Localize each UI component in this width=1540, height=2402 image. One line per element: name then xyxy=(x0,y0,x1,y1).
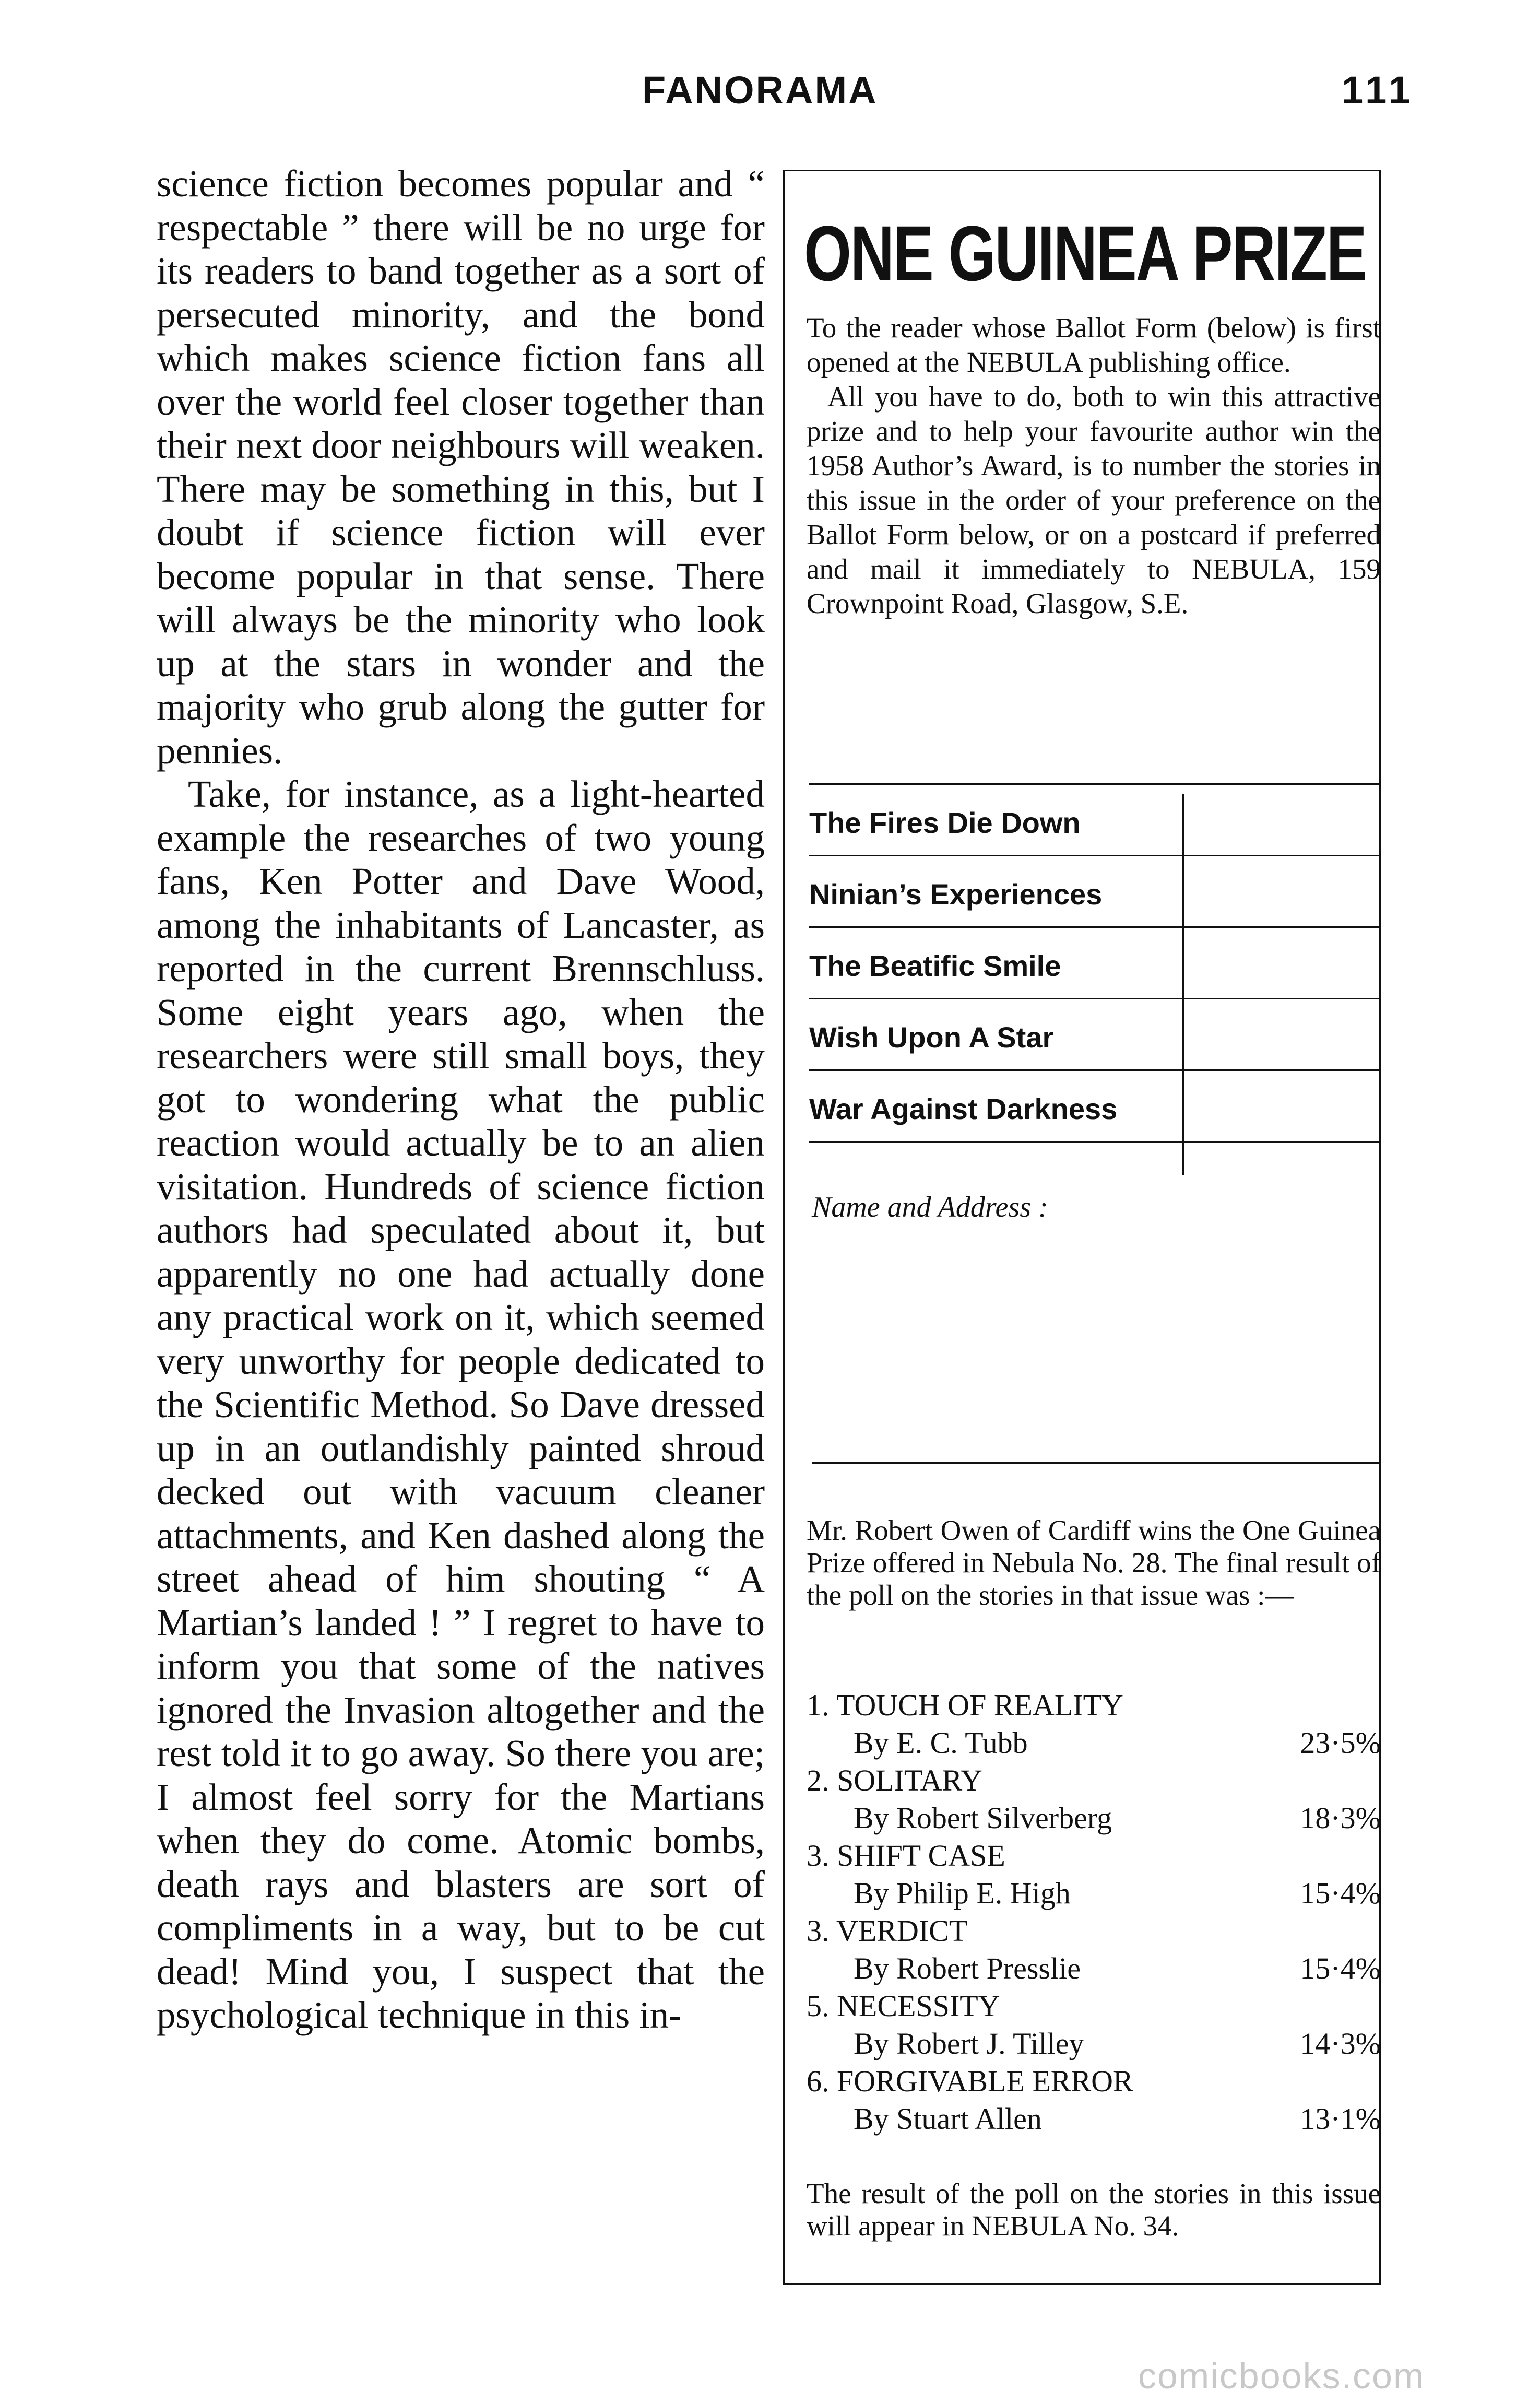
ballot-row xyxy=(809,855,1381,926)
result-author: By Philip E. High xyxy=(854,1876,1071,1910)
result-author: By Stuart Allen xyxy=(854,2102,1042,2136)
result-title: 6. FORGIVABLE ERROR xyxy=(807,2064,1133,2098)
result-item xyxy=(807,2063,1381,2138)
result-item xyxy=(807,1687,1381,1762)
ballot-story-title: The Fires Die Down xyxy=(809,806,1081,839)
ballot-row xyxy=(809,783,1381,855)
article-paragraph-1: science fiction becomes popular and “ respectable ” there will be no urge for its readers to band together as a sort of persecuted minority, and the bond which makes science fiction fans all over the world feel closer together than their next door neighbours will weaken. There may be something in this, but I doubt if science fiction will ever become popular in that sense. There will always be the minority who look up at the stars in wonder and the majority who grub along the gutter for pennies. xyxy=(157,162,765,772)
prize-title: ONE GUINEA PRIZE xyxy=(804,209,1366,297)
result-percent: 18·3% xyxy=(1300,1801,1381,1835)
result-title: 3. SHIFT CASE xyxy=(807,1839,1005,1873)
result-item xyxy=(807,1912,1381,1987)
ballot-story-title: Wish Upon A Star xyxy=(809,1021,1054,1054)
ballot-row xyxy=(809,1069,1381,1143)
winner-text: Mr. Robert Owen of Cardiff wins the One Guinea Prize offered in Nebula No. 28. The final result of the poll on the stories in that issue was :— xyxy=(807,1514,1381,1611)
article-column xyxy=(157,162,765,2037)
result-percent: 23·5% xyxy=(1300,1726,1381,1760)
result-item xyxy=(807,1837,1381,1912)
watermark: comicbooks.com xyxy=(1138,2356,1425,2396)
ballot-row xyxy=(809,998,1381,1069)
ballot-story-title: The Beatific Smile xyxy=(809,949,1061,982)
ballot-story-title: Ninian’s Experiences xyxy=(809,878,1103,911)
article-paragraph-2: Take, for instance, as a light-hearted example the researches of two young fans, Ken Potter and Dave Wood, among the inhabitants of Lancaster, as reported in the current Brennschluss. Some eight years ago, when the researchers were still small boys, they got to wondering what the public reaction would actually be to an alien visitation. Hundreds of science fiction authors had speculated about it, but apparently no one had actually done any practical work on it, which seemed very unworthy for people dedicated to the Scientific Method. So Dave dressed up in an outlandishly painted shroud decked out with vacuum cleaner attachments, and Ken dashed along the street ahead of him shouting “ A Martian’s landed ! ” I regret to have to inform you that some of the natives ignored the Invasion altogether and the rest told it to go away. So there you are; I almost feel sorry for the Martians when they do come. Atomic bombs, death rays and blasters are sort of compliments in a way, but to be cut dead! Mind you, I suspect that the psychological technique in this in- xyxy=(157,773,765,2036)
result-title: 2. SOLITARY xyxy=(807,1763,982,1797)
poll-footer-note xyxy=(807,2177,1381,2242)
intro-paragraph-1: To the reader whose Ballot Form (below) is first opened at the NEBULA publishing office. xyxy=(807,312,1381,378)
result-percent: 15·4% xyxy=(1300,1876,1381,1910)
result-title: 5. NECESSITY xyxy=(807,1989,1000,2023)
result-item xyxy=(807,1987,1381,2063)
result-author: By Robert Silverberg xyxy=(854,1801,1112,1835)
ballot-row xyxy=(809,926,1381,998)
result-author: By Robert J. Tilley xyxy=(854,2027,1084,2060)
ballot-form xyxy=(809,783,1381,1143)
running-head: FANORAMA xyxy=(642,68,878,112)
winner-announcement xyxy=(807,1514,1381,1611)
page-header xyxy=(0,68,1540,115)
ballot-column-divider xyxy=(1182,794,1184,1175)
ballot-story-title: War Against Darkness xyxy=(809,1092,1118,1125)
page-number: 111 xyxy=(1342,68,1415,112)
result-percent: 14·3% xyxy=(1300,2027,1381,2060)
prize-intro xyxy=(807,311,1381,621)
result-title: 1. TOUCH OF REALITY xyxy=(807,1688,1123,1722)
poll-results xyxy=(807,1687,1381,2138)
result-author: By E. C. Tubb xyxy=(854,1726,1028,1760)
result-title: 3. VERDICT xyxy=(807,1914,968,1948)
name-address-label: Name and Address : xyxy=(812,1191,1048,1223)
footer-note-text: The result of the poll on the stories in this issue will appear in NEBULA No. 34. xyxy=(807,2177,1381,2242)
result-author: By Robert Presslie xyxy=(854,1951,1081,1985)
result-percent: 13·1% xyxy=(1300,2102,1381,2136)
name-address-line xyxy=(812,1462,1381,1464)
result-percent: 15·4% xyxy=(1300,1951,1381,1985)
intro-paragraph-2: All you have to do, both to win this attractive prize and to help your favourite author win the 1958 Author’s Award, is to number the stories in this issue in the order of your preference on the Ballot Form below, or on a postcard if preferred and mail it immediately to NEBULA, 159 Crownpoint Road, Glasgow, S.E. xyxy=(807,381,1381,619)
result-item xyxy=(807,1762,1381,1837)
